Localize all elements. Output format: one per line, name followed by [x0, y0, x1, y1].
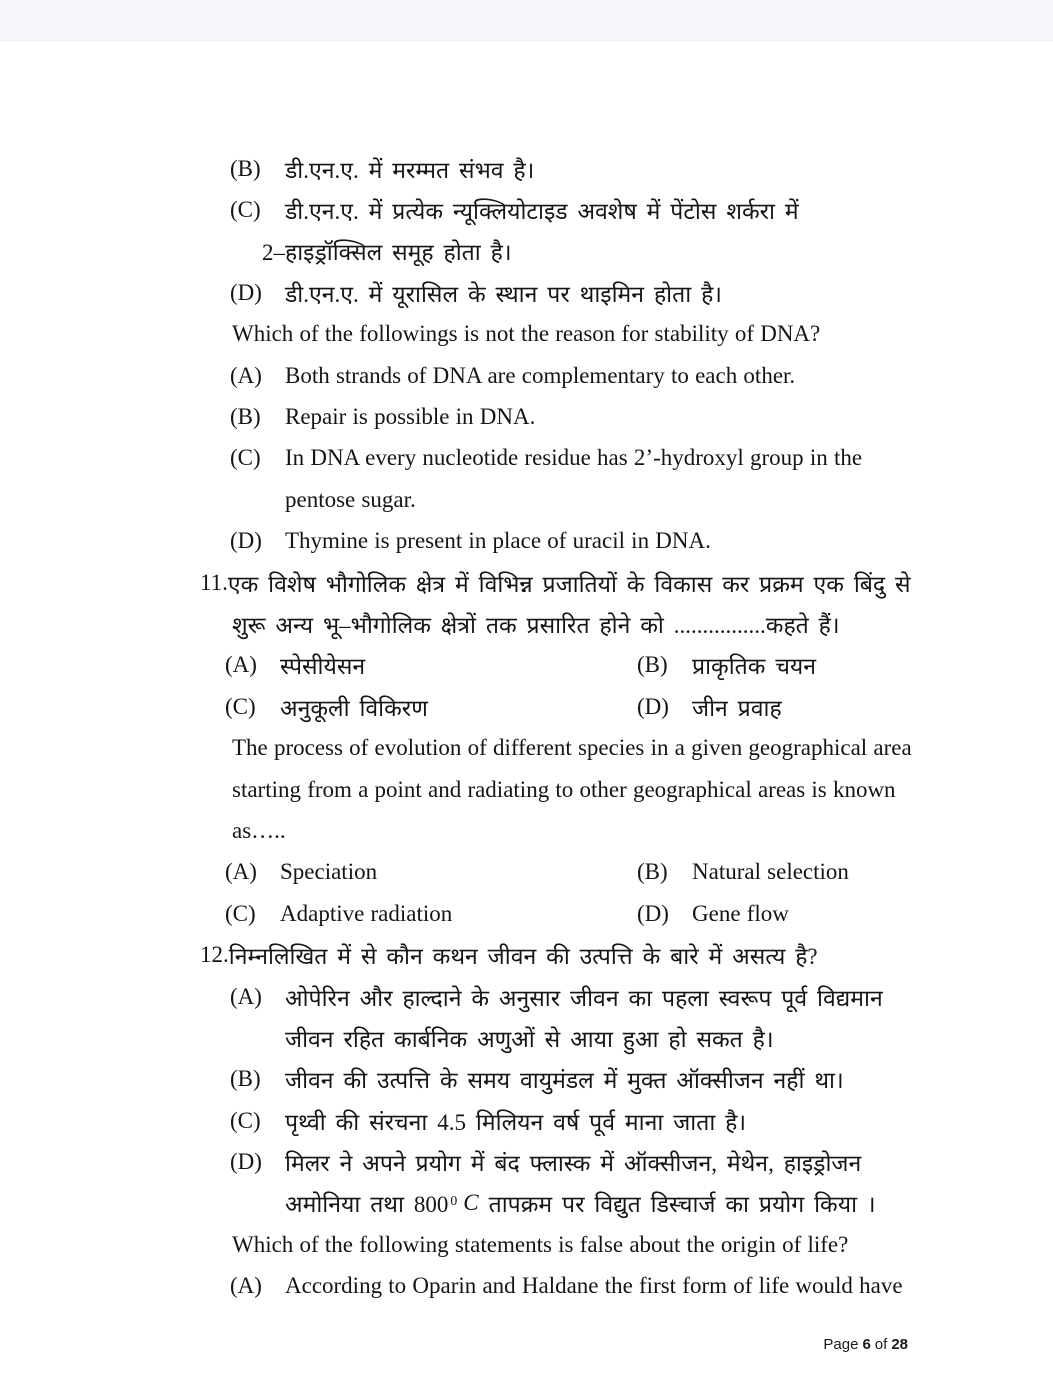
option-label: (B)	[637, 859, 668, 885]
option-label: (C)	[225, 900, 256, 926]
option-text: जीवन की उत्पत्ति के समय वायुमंडल में मुक्त ऑक्सीजन नहीं था।	[285, 1068, 844, 1094]
option-label: (D)	[230, 528, 262, 554]
option-row-q12-hi-a	[230, 976, 1053, 1017]
page-word: Page	[823, 1336, 859, 1353]
option-label: (D)	[637, 900, 669, 926]
option-row-q10-hi-c	[230, 189, 1053, 230]
option-cell-c	[225, 691, 637, 723]
question-line-q11-hi-1	[200, 562, 1053, 603]
option-text: स्पेसीयेसन	[280, 654, 366, 680]
option-text: ओपेरिन और हाल्दाने के अनुसार जीवन का पहला स्वरूप पूर्व विद्यमान	[285, 985, 883, 1011]
question-line-q11-hi-2	[232, 603, 1053, 644]
viewer-top-bar	[0, 0, 1053, 41]
option-row-q10-hi-d	[230, 272, 1053, 313]
question-text: निम्नलिखित में से कौन कथन जीवन की उत्पत्ति के बारे में असत्य है?	[228, 944, 818, 970]
question-line-q11-en-3: as…..	[232, 817, 286, 843]
option-cell-a	[225, 649, 637, 681]
option-label: (C)	[230, 1107, 261, 1133]
question-line-q11-en-1: The process of evolution of different species in a given geographical area	[232, 735, 912, 761]
option-label: (C)	[225, 693, 256, 719]
option-label: (B)	[230, 155, 261, 181]
option-text-continuation: तापक्रम पर विद्युत डिस्चार्ज का प्रयोग किया ।	[488, 1192, 876, 1218]
option-text: Thymine is present in place of uracil in DNA.	[285, 528, 711, 554]
option-label: (D)	[637, 693, 669, 719]
page-number-footer	[823, 1336, 908, 1353]
option-label: (A)	[230, 362, 262, 388]
option-cell-d	[637, 691, 782, 723]
of-word: of	[874, 1336, 888, 1353]
option-row-q12-hi-b	[230, 1059, 1053, 1100]
option-row-q10-en-c	[230, 438, 1053, 479]
option-row-q10-hi-c-continuation	[262, 231, 1053, 272]
option-grid-row-q11-en-ab	[0, 852, 1053, 893]
option-label: (A)	[230, 1273, 262, 1299]
option-row-q12-hi-a-continuation	[285, 1017, 1053, 1058]
option-row-q12-hi-d-continuation: अमोनिया तथा 800 0 C तापक्रम पर विद्युत डिस्चार्ज का प्रयोग किया ।	[285, 1183, 1053, 1224]
option-row-q10-en-b	[230, 396, 1053, 437]
option-text: Both strands of DNA are complementary to each other.	[285, 362, 796, 388]
option-label: (C)	[230, 197, 261, 223]
option-row-q10-en-d	[230, 521, 1053, 562]
option-label: (A)	[230, 983, 262, 1009]
option-row-q12-hi-d	[230, 1141, 1053, 1182]
option-label: (D)	[230, 1149, 262, 1175]
question-text: एक विशेष भौगोलिक क्षेत्र में विभिन्न प्रजातियों के विकास कर प्रक्रम एक बिंदु से	[227, 571, 911, 597]
option-text: डी.एन.ए. में यूरासिल के स्थान पर थाइमिन होता है।	[285, 281, 723, 307]
question-text-q12-en: Which of the following statements is false about the origin of life?	[232, 1231, 849, 1257]
option-text: जीन प्रवाह	[692, 695, 782, 721]
option-cell-c	[225, 901, 637, 927]
option-grid-row-q11-hi-ab	[0, 645, 1053, 686]
option-text: पृथ्वी की संरचना 4.5 मिलियन वर्ष पूर्व माना जाता है।	[285, 1109, 747, 1135]
option-label: (B)	[637, 652, 668, 678]
option-text: Adaptive radiation	[280, 900, 453, 926]
question-number: 11.	[200, 569, 228, 595]
option-label: (B)	[230, 404, 261, 430]
option-text: डी.एन.ए. में मरम्मत संभव है।	[285, 157, 535, 183]
option-cell-b	[637, 649, 816, 681]
question-line-q12-hi	[200, 934, 1053, 975]
option-text: डी.एन.ए. में प्रत्येक न्यूक्लियोटाइड अवशेष में पेंटोस शर्करा में	[285, 199, 799, 225]
option-grid-row-q11-hi-cd	[0, 686, 1053, 727]
option-label: (D)	[230, 279, 262, 305]
current-page-number: 6	[862, 1336, 871, 1353]
option-row-q10-hi-b	[230, 148, 1053, 189]
option-label: (A)	[225, 652, 257, 678]
option-text-continuation: जीवन रहित कार्बनिक अणुओं से आया हुआ हो सकत है।	[285, 1026, 774, 1052]
option-text: Repair is possible in DNA.	[285, 404, 536, 430]
option-text: Speciation	[280, 859, 378, 885]
document-page	[0, 41, 1053, 1391]
option-row-q10-en-a	[230, 355, 1053, 396]
option-row-q12-hi-c	[230, 1100, 1053, 1141]
option-text: प्राकृतिक चयन	[692, 654, 817, 680]
question-number: 12.	[200, 942, 229, 968]
option-label: (C)	[230, 445, 261, 471]
option-text-continuation: अमोनिया तथा 800	[285, 1192, 449, 1218]
option-grid-row-q11-en-cd	[0, 893, 1053, 934]
option-label: (A)	[225, 859, 257, 885]
total-page-count: 28	[891, 1336, 908, 1353]
option-row-q10-en-c-continuation	[285, 479, 1053, 520]
question-text-continuation: शुरू अन्य भू–भौगोलिक क्षेत्रों तक प्रसारित होने को ................कहते हैं।	[232, 612, 840, 638]
option-text: अनुकूली विकिरण	[280, 695, 428, 721]
option-text: According to Oparin and Haldane the first form of life would have	[285, 1273, 903, 1299]
option-text-continuation: pentose sugar.	[285, 486, 416, 512]
option-label: (B)	[230, 1066, 261, 1092]
option-cell-b	[637, 859, 849, 885]
question-text-q10-en: Which of the followings is not the reason for stability of DNA?	[232, 321, 821, 347]
option-text: मिलर ने अपने प्रयोग में बंद फ्लास्क में ऑक्सीजन, मेथेन, हाइड्रोजन	[285, 1151, 862, 1177]
option-row-q12-en-a	[230, 1266, 1053, 1307]
option-text: Gene flow	[692, 900, 789, 926]
question-line-q11-en-2: starting from a point and radiating to other geographical areas is known	[232, 776, 896, 802]
option-text-continuation: 2–हाइड्रॉक्सिल समूह होता है।	[262, 240, 512, 266]
option-cell-a	[225, 859, 637, 885]
document-text-body	[0, 41, 1053, 1307]
option-cell-d	[637, 901, 789, 927]
celsius-symbol: C	[463, 1190, 479, 1216]
option-text: Natural selection	[692, 859, 849, 885]
option-text: In DNA every nucleotide residue has 2’-hydroxyl group in the	[285, 445, 863, 471]
